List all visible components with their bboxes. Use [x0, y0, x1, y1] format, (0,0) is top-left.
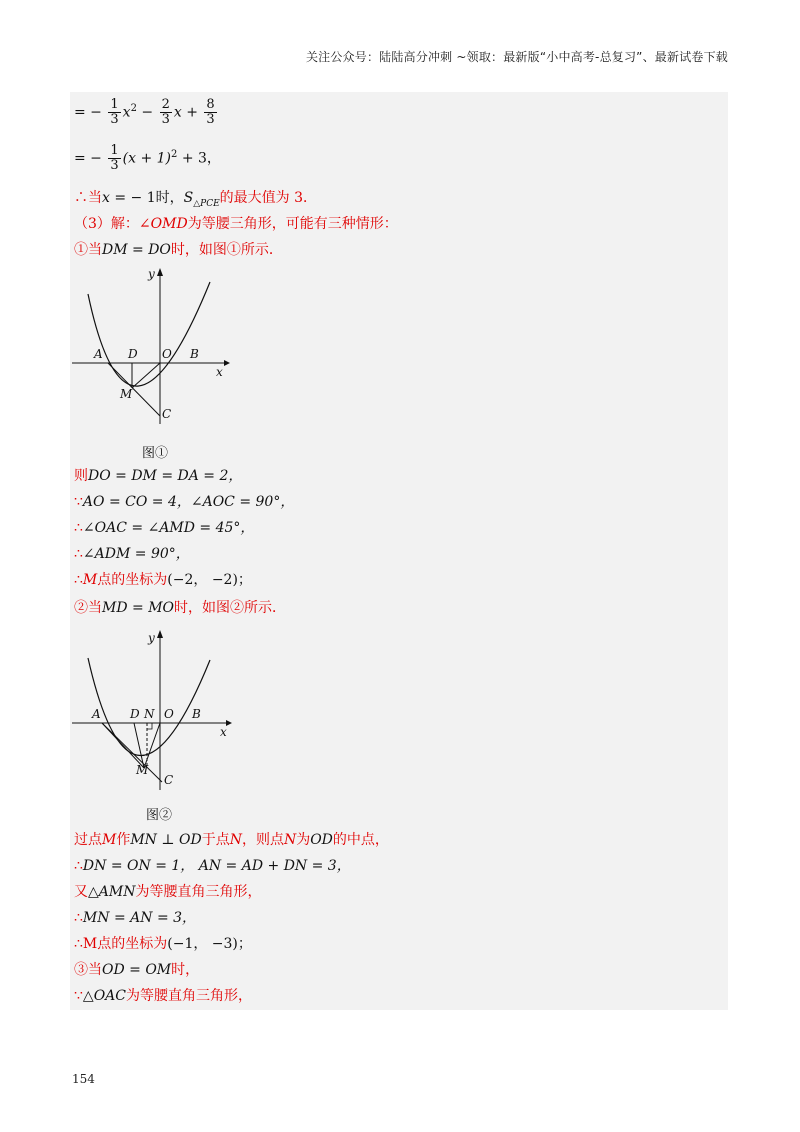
case1-step4: ∴∠ADM = 90°， [74, 546, 190, 562]
case2-step1: 过点M作MN ⊥ OD于点N，则点N为OD的中点， [74, 832, 389, 848]
label-y: y [148, 267, 155, 281]
fraction: $\frac{1}{3}$ [110, 143, 119, 173]
page-header: 关注公众号：陆陆高分冲刺 ~领取：最新版“小中高考-总复习”、最新试卷下载 [305, 50, 728, 64]
label-m: M [136, 763, 149, 777]
segment-am [102, 723, 144, 768]
label-a: A [94, 347, 103, 361]
label-d: D [128, 347, 138, 361]
solution-content [70, 92, 728, 1010]
label-y: y [148, 631, 155, 645]
case3-step1: ∵△OAC为等腰直角三角形， [74, 988, 252, 1004]
case1-heading: ①当DM = DO时，如图①所示． [74, 242, 283, 258]
label-x: x [220, 725, 227, 739]
label-c: C [164, 773, 174, 787]
equation-expanded: = − $\frac{1}{3}$ $x^2$ − $\frac{2}{3}$ x + $\frac{8}{3}$ [74, 97, 215, 127]
eq-prefix: = − [74, 104, 102, 121]
case2-step3: 又△AMN为等腰直角三角形， [74, 884, 262, 900]
case2-step4: ∴MN = AN = 3， [74, 910, 197, 926]
label-o: O [164, 707, 174, 721]
segment-dm [134, 723, 144, 768]
right-angle-mark [147, 723, 152, 729]
label-n: N [144, 707, 155, 721]
case2-heading: ②当MD = MO时，如图②所示． [74, 600, 287, 616]
label-x: x [216, 365, 223, 379]
label-c: C [162, 407, 172, 421]
label-o: O [162, 347, 172, 361]
case3-heading: ③当OD = OM时， [74, 962, 200, 978]
label-b: B [190, 347, 199, 361]
case1-step1: 则DO = DM = DA = 2， [74, 468, 243, 484]
max-value-line: ∴当x = − 1时，$S_{\triangle PCE}$的最大值为 3． [74, 190, 318, 209]
segment-ac [108, 363, 160, 416]
x-axis-arrow [224, 360, 230, 366]
parabola-curve [88, 282, 210, 386]
case2-step2: ∴DN = ON = 1， AN = AD + DN = 3， [74, 858, 351, 874]
y-axis-arrow [157, 268, 163, 276]
figure-1-caption: 图① [142, 446, 169, 461]
part3-intro: （3）解：∠OMD为等腰三角形，可能有三种情形： [74, 216, 398, 232]
figure-2-caption: 图② [146, 808, 173, 823]
label-d: D [130, 707, 140, 721]
figure-2-parabola [70, 624, 240, 792]
case1-result: ∴M点的坐标为(−2， −2)； [74, 572, 252, 588]
figure-1-parabola [70, 264, 240, 426]
fraction: $\frac{2}{3}$ [161, 97, 170, 127]
label-a: A [92, 707, 101, 721]
y-axis-arrow [157, 630, 163, 638]
label-b: B [192, 707, 201, 721]
label-m: M [120, 387, 133, 401]
segment-mo [144, 723, 160, 768]
case1-step3: ∴∠OAC = ∠AMD = 45°， [74, 520, 255, 536]
equation-vertex-form: = − $\frac{1}{3}$ $(x + 1)^2 + 3$， [74, 143, 221, 173]
fraction: $\frac{8}{3}$ [206, 97, 215, 127]
case2-result: ∴M点的坐标为(−1， −3)； [74, 936, 252, 952]
fraction: $\frac{1}{3}$ [110, 97, 119, 127]
page-number: 154 [72, 1072, 95, 1086]
case1-step2: ∵AO = CO = 4，∠AOC = 90°， [74, 494, 295, 510]
x-axis-arrow [226, 720, 232, 726]
